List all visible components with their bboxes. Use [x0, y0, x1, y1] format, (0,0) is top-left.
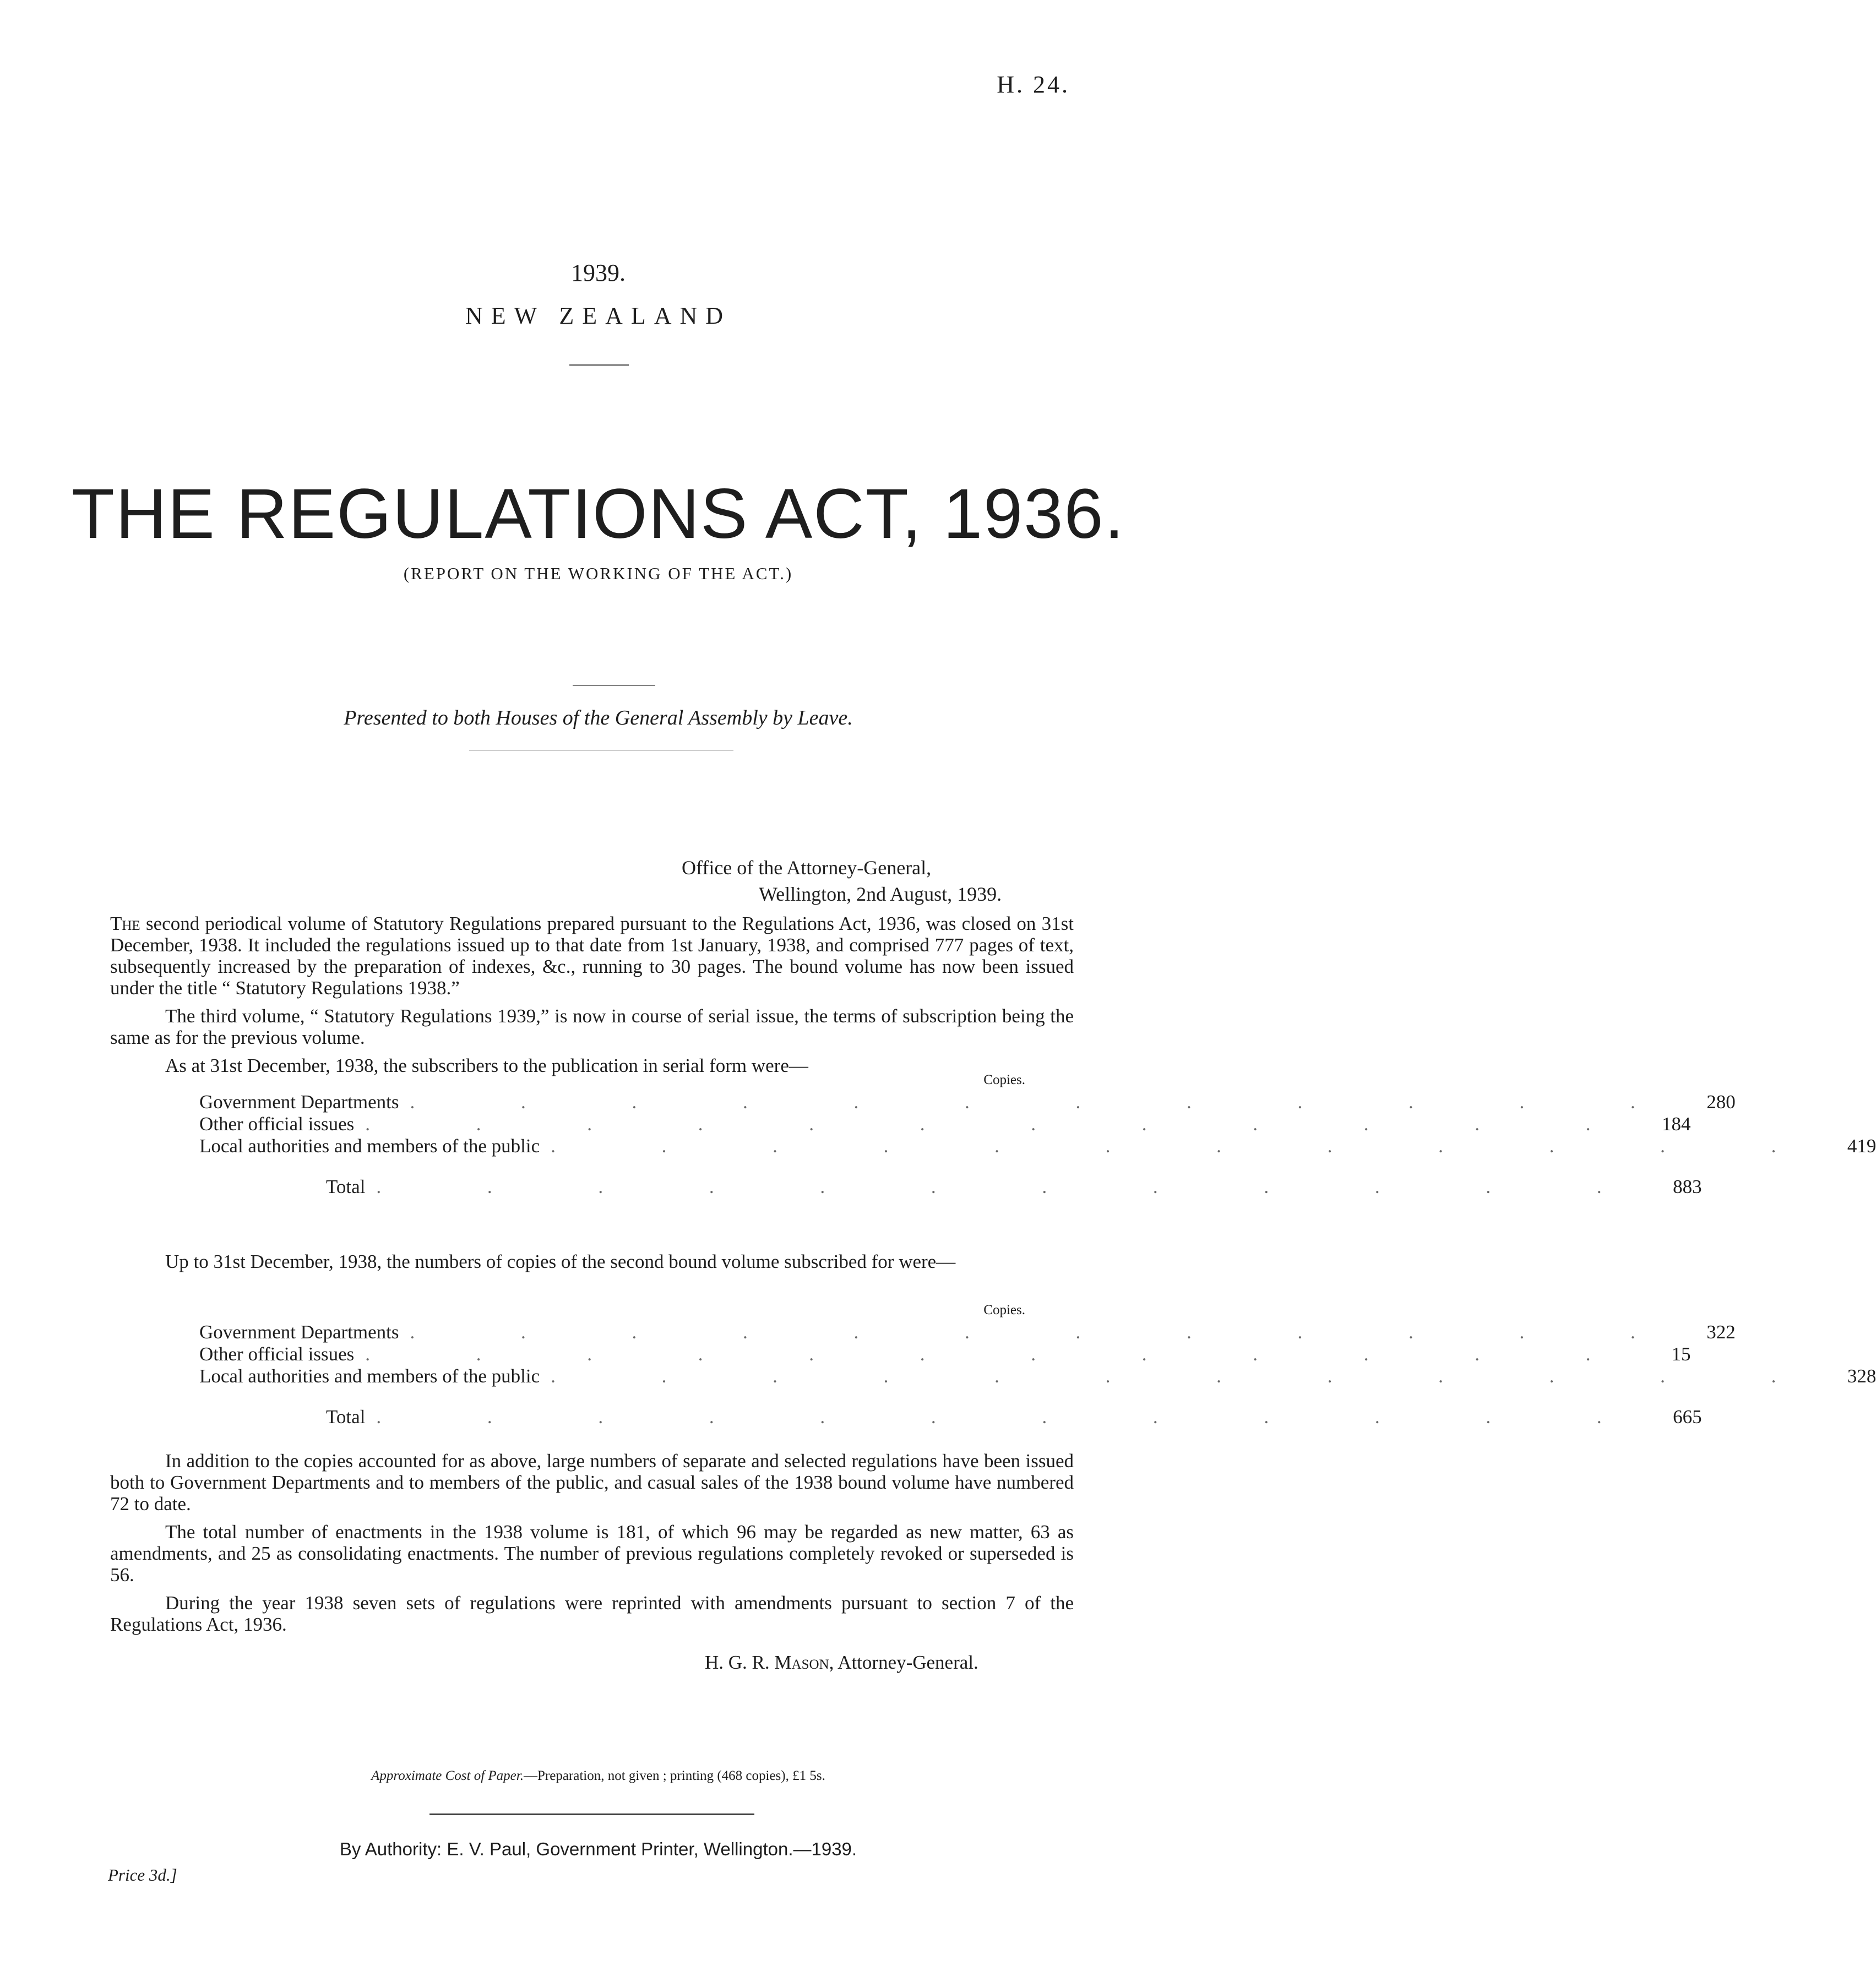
table-row: [199, 1365, 1876, 1387]
row-label: Government Departments: [199, 1321, 399, 1343]
row-label: Local authorities and members of the public: [199, 1365, 540, 1387]
report-body: [110, 1450, 1074, 1642]
table-row: [199, 1091, 1736, 1113]
report-body: [110, 1251, 1074, 1279]
total-label: Total: [326, 1406, 366, 1428]
row-value: 419: [1847, 1135, 1876, 1157]
office-date-line: Wellington, 2nd August, 1939.: [759, 883, 1002, 905]
leader-dots: . . . . . . . . . . . .: [365, 1113, 1641, 1135]
total-row: [199, 1406, 1702, 1428]
row-value: 322: [1706, 1321, 1736, 1343]
paragraph: During the year 1938 seven sets of regulations were reprinted with amendments pursuant to section 7 of the Regulations Act, 1936.: [110, 1592, 1074, 1635]
page-title: THE REGULATIONS ACT, 1936.: [71, 475, 1125, 553]
row-value: 15: [1671, 1343, 1691, 1365]
page-subtitle: (REPORT ON THE WORKING OF THE ACT.): [403, 564, 793, 583]
table-row: [199, 1135, 1876, 1157]
paragraph: Up to 31st December, 1938, the numbers of copies of the second bound volume subscribed for were—: [165, 1251, 956, 1272]
cost-text: —Preparation, not given ; printing (468 copies), £1 5s.: [524, 1768, 825, 1783]
row-value: 280: [1706, 1091, 1736, 1113]
row-label: Local authorities and members of the public: [199, 1135, 540, 1157]
total-value: 883: [1673, 1176, 1702, 1197]
cost-label: Approximate Cost of Paper.: [371, 1768, 524, 1783]
signature: [705, 1652, 978, 1674]
signatory-title: , Attorney-General.: [829, 1652, 978, 1673]
report-year: 1939.: [571, 259, 626, 286]
cost-note: [0, 1768, 1197, 1784]
leader-dots: . . . . . . . . . . . .: [410, 1321, 1686, 1343]
paragraph: [110, 913, 1074, 999]
table-row: [199, 1321, 1736, 1343]
table-row: [199, 1343, 1691, 1365]
paragraph: The total number of enactments in the 1938 volume is 181, of which 96 may be regarded as new matter, 63 as amendments, and 25 as consolidating enactments. The number of previous regulations completely revoked or superseded is 56.: [110, 1521, 1074, 1586]
paragraph-lead: The: [110, 913, 140, 934]
row-value: 184: [1661, 1113, 1691, 1135]
leader-dots: . . . . . . . . . . . .: [376, 1176, 1652, 1197]
paragraph-text: second periodical volume of Statutory Regulations prepared pursuant to the Regulations Act, 1936, was closed on 31st December, 1938. It included the regulations issued up to that date from 1st January, 1938, and comprised 777 pages of text, subsequently increased by the preparation of indexes, &c., running to 30 pages. The bound volume has now been issued under the title “ Statutory Regulations 1938.”: [110, 913, 1074, 999]
office-line: Office of the Attorney-General,: [682, 857, 932, 879]
row-label: Other official issues: [199, 1343, 355, 1365]
authority-label: By Authority:: [339, 1839, 442, 1859]
price-note: Price 3d.]: [108, 1865, 177, 1885]
leader-dots: . . . . . . . . . . . .: [551, 1365, 1827, 1387]
row-label: Government Departments: [199, 1091, 399, 1113]
leader-dots: . . . . . . . . . . . .: [376, 1406, 1652, 1428]
report-body: [110, 913, 1074, 1083]
authority-text: E. V. Paul, Government Printer, Wellington.—1939.: [447, 1839, 857, 1859]
page-reference: H. 24.: [997, 71, 1070, 98]
office-address: [682, 854, 1002, 907]
column-header: Copies.: [983, 1303, 1025, 1317]
leader-dots: . . . . . . . . . . . .: [551, 1135, 1827, 1157]
total-value: 665: [1673, 1406, 1702, 1428]
paragraph: As at 31st December, 1938, the subscribers to the publication in serial form were—: [165, 1055, 808, 1076]
divider: [569, 364, 629, 366]
total-label: Total: [326, 1176, 366, 1197]
column-header: Copies.: [983, 1072, 1025, 1087]
divider: [429, 1813, 754, 1815]
paragraph: The third volume, “ Statutory Regulations 1939,” is now in course of serial issue, the terms of subscription being the same as for the previous volume.: [110, 1005, 1074, 1048]
table-row: [199, 1113, 1691, 1135]
paragraph: In addition to the copies accounted for as above, large numbers of separate and selected regulations have been issued both to Government Departments and to members of the public, and casual sales of the 1938 bound volume have numbered 72 to date.: [110, 1450, 1074, 1515]
total-row: [199, 1176, 1702, 1198]
row-label: Other official issues: [199, 1113, 355, 1135]
printer-imprint: [0, 1839, 1197, 1860]
leader-dots: . . . . . . . . . . . .: [410, 1091, 1686, 1113]
divider: [573, 685, 655, 686]
presentation-note: Presented to both Houses of the General Assembly by Leave.: [344, 706, 853, 729]
row-value: 328: [1847, 1365, 1876, 1387]
signatory-name: H. G. R. Mason: [705, 1652, 829, 1673]
leader-dots: . . . . . . . . . . . .: [365, 1343, 1641, 1365]
serial-subscribers-table: [199, 1069, 1876, 1198]
bound-volume-table: [199, 1299, 1876, 1428]
country-heading: NEW ZEALAND: [465, 302, 732, 329]
